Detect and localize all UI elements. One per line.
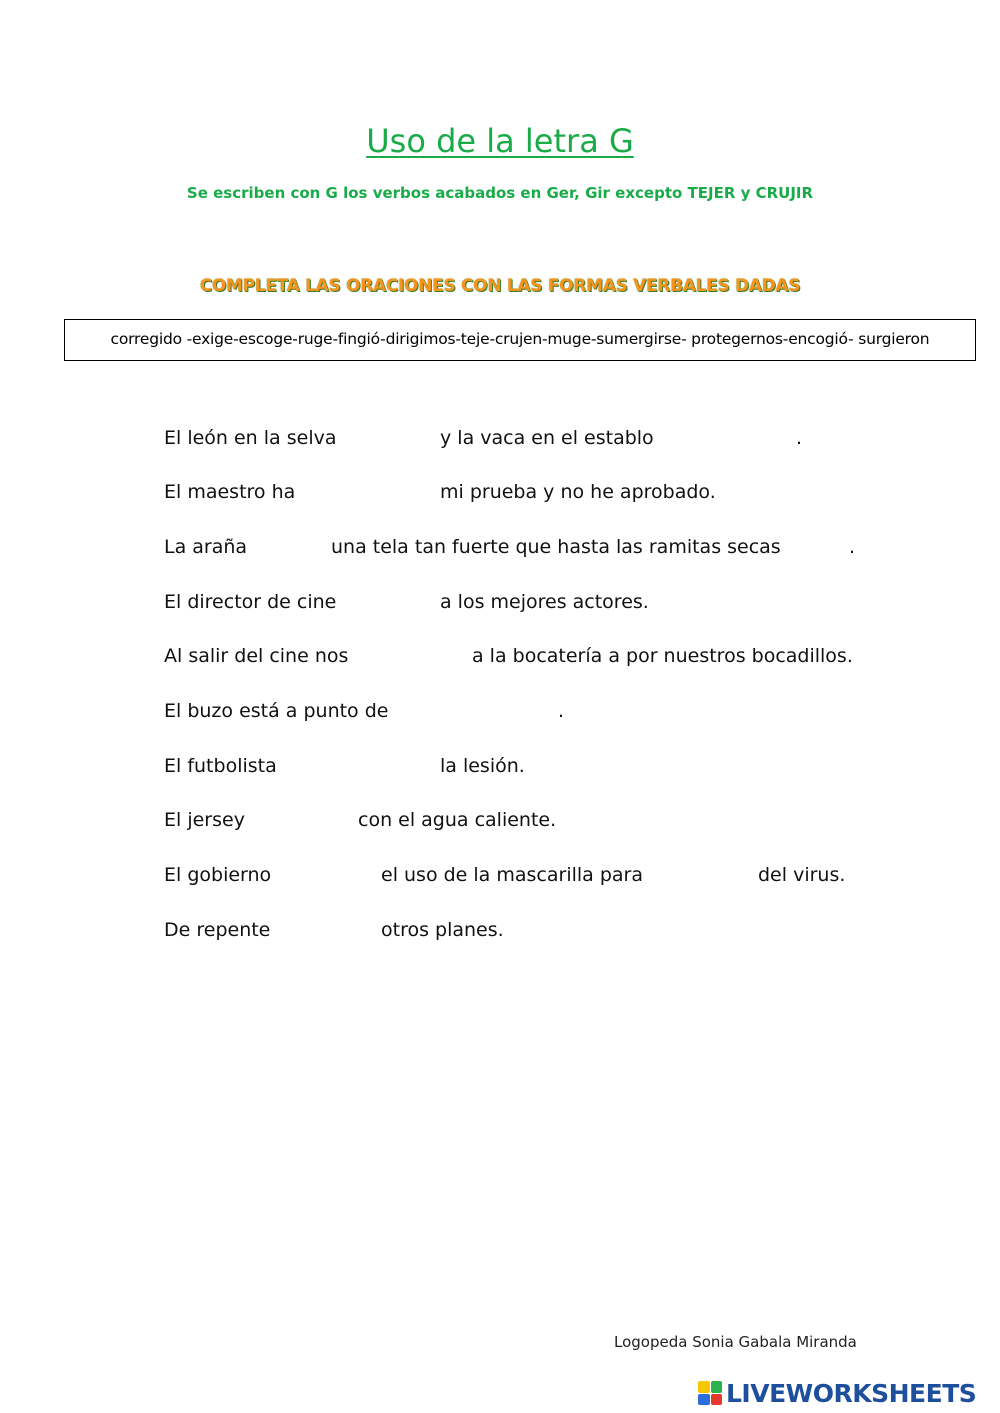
logo-square-icon xyxy=(711,1394,723,1406)
author-credit: Logopeda Sonia Gabala Miranda xyxy=(614,1333,857,1351)
sentence-part: . xyxy=(558,700,565,722)
sentence-part: otros planes. xyxy=(381,919,504,941)
liveworksheets-logo[interactable] xyxy=(698,1376,976,1410)
sentence-part: El jersey xyxy=(164,809,245,831)
liveworksheets-logo-icon xyxy=(698,1381,722,1405)
sentence-part: a la bocatería a por nuestros bocadillos. xyxy=(472,645,853,667)
sentence-part: El buzo está a punto de xyxy=(164,700,389,722)
logo-square-icon xyxy=(711,1381,723,1393)
sentence-part: El futbolista xyxy=(164,755,277,777)
sentence-part: la lesión. xyxy=(440,755,525,777)
sentence-part: El león en la selva xyxy=(164,427,337,449)
sentence-part: del virus. xyxy=(758,864,846,886)
sentence-part: El gobierno xyxy=(164,864,272,886)
spelling-rule: Se escriben con G los verbos acabados en Ger, Gir excepto TEJER y CRUJIR xyxy=(186,184,814,202)
sentence-part: . xyxy=(796,427,803,449)
sentence-part: La araña xyxy=(164,536,248,558)
logo-square-icon xyxy=(698,1394,710,1406)
sentence-part: El director de cine xyxy=(164,591,337,613)
sentence-part: una tela tan fuerte que hasta las ramitas secas xyxy=(331,536,781,558)
logo-text: LIVEWORKSHEETS xyxy=(726,1378,977,1408)
sentence-part: El maestro ha xyxy=(164,481,296,503)
sentence-part: y la vaca en el establo xyxy=(440,427,654,449)
instruction-heading: COMPLETA LAS ORACIONES CON LAS FORMAS VERBALES DADAS xyxy=(199,276,801,296)
sentence-part: Al salir del cine nos xyxy=(164,645,349,667)
sentence-part: con el agua caliente. xyxy=(358,809,557,831)
sentence-part: De repente xyxy=(164,919,271,941)
sentence-part: el uso de la mascarilla para xyxy=(381,864,643,886)
page-title: Uso de la letra G xyxy=(366,122,634,160)
logo-square-icon xyxy=(698,1381,710,1393)
sentence-part: . xyxy=(849,536,856,558)
sentence-part: mi prueba y no he aprobado. xyxy=(440,481,716,503)
sentence-part: a los mejores actores. xyxy=(440,591,649,613)
word-bank-box: corregido -exige-escoge-ruge-fingió-dirigimos-teje-crujen-muge-sumergirse- protegernos-encogió- surgieron xyxy=(64,319,976,361)
